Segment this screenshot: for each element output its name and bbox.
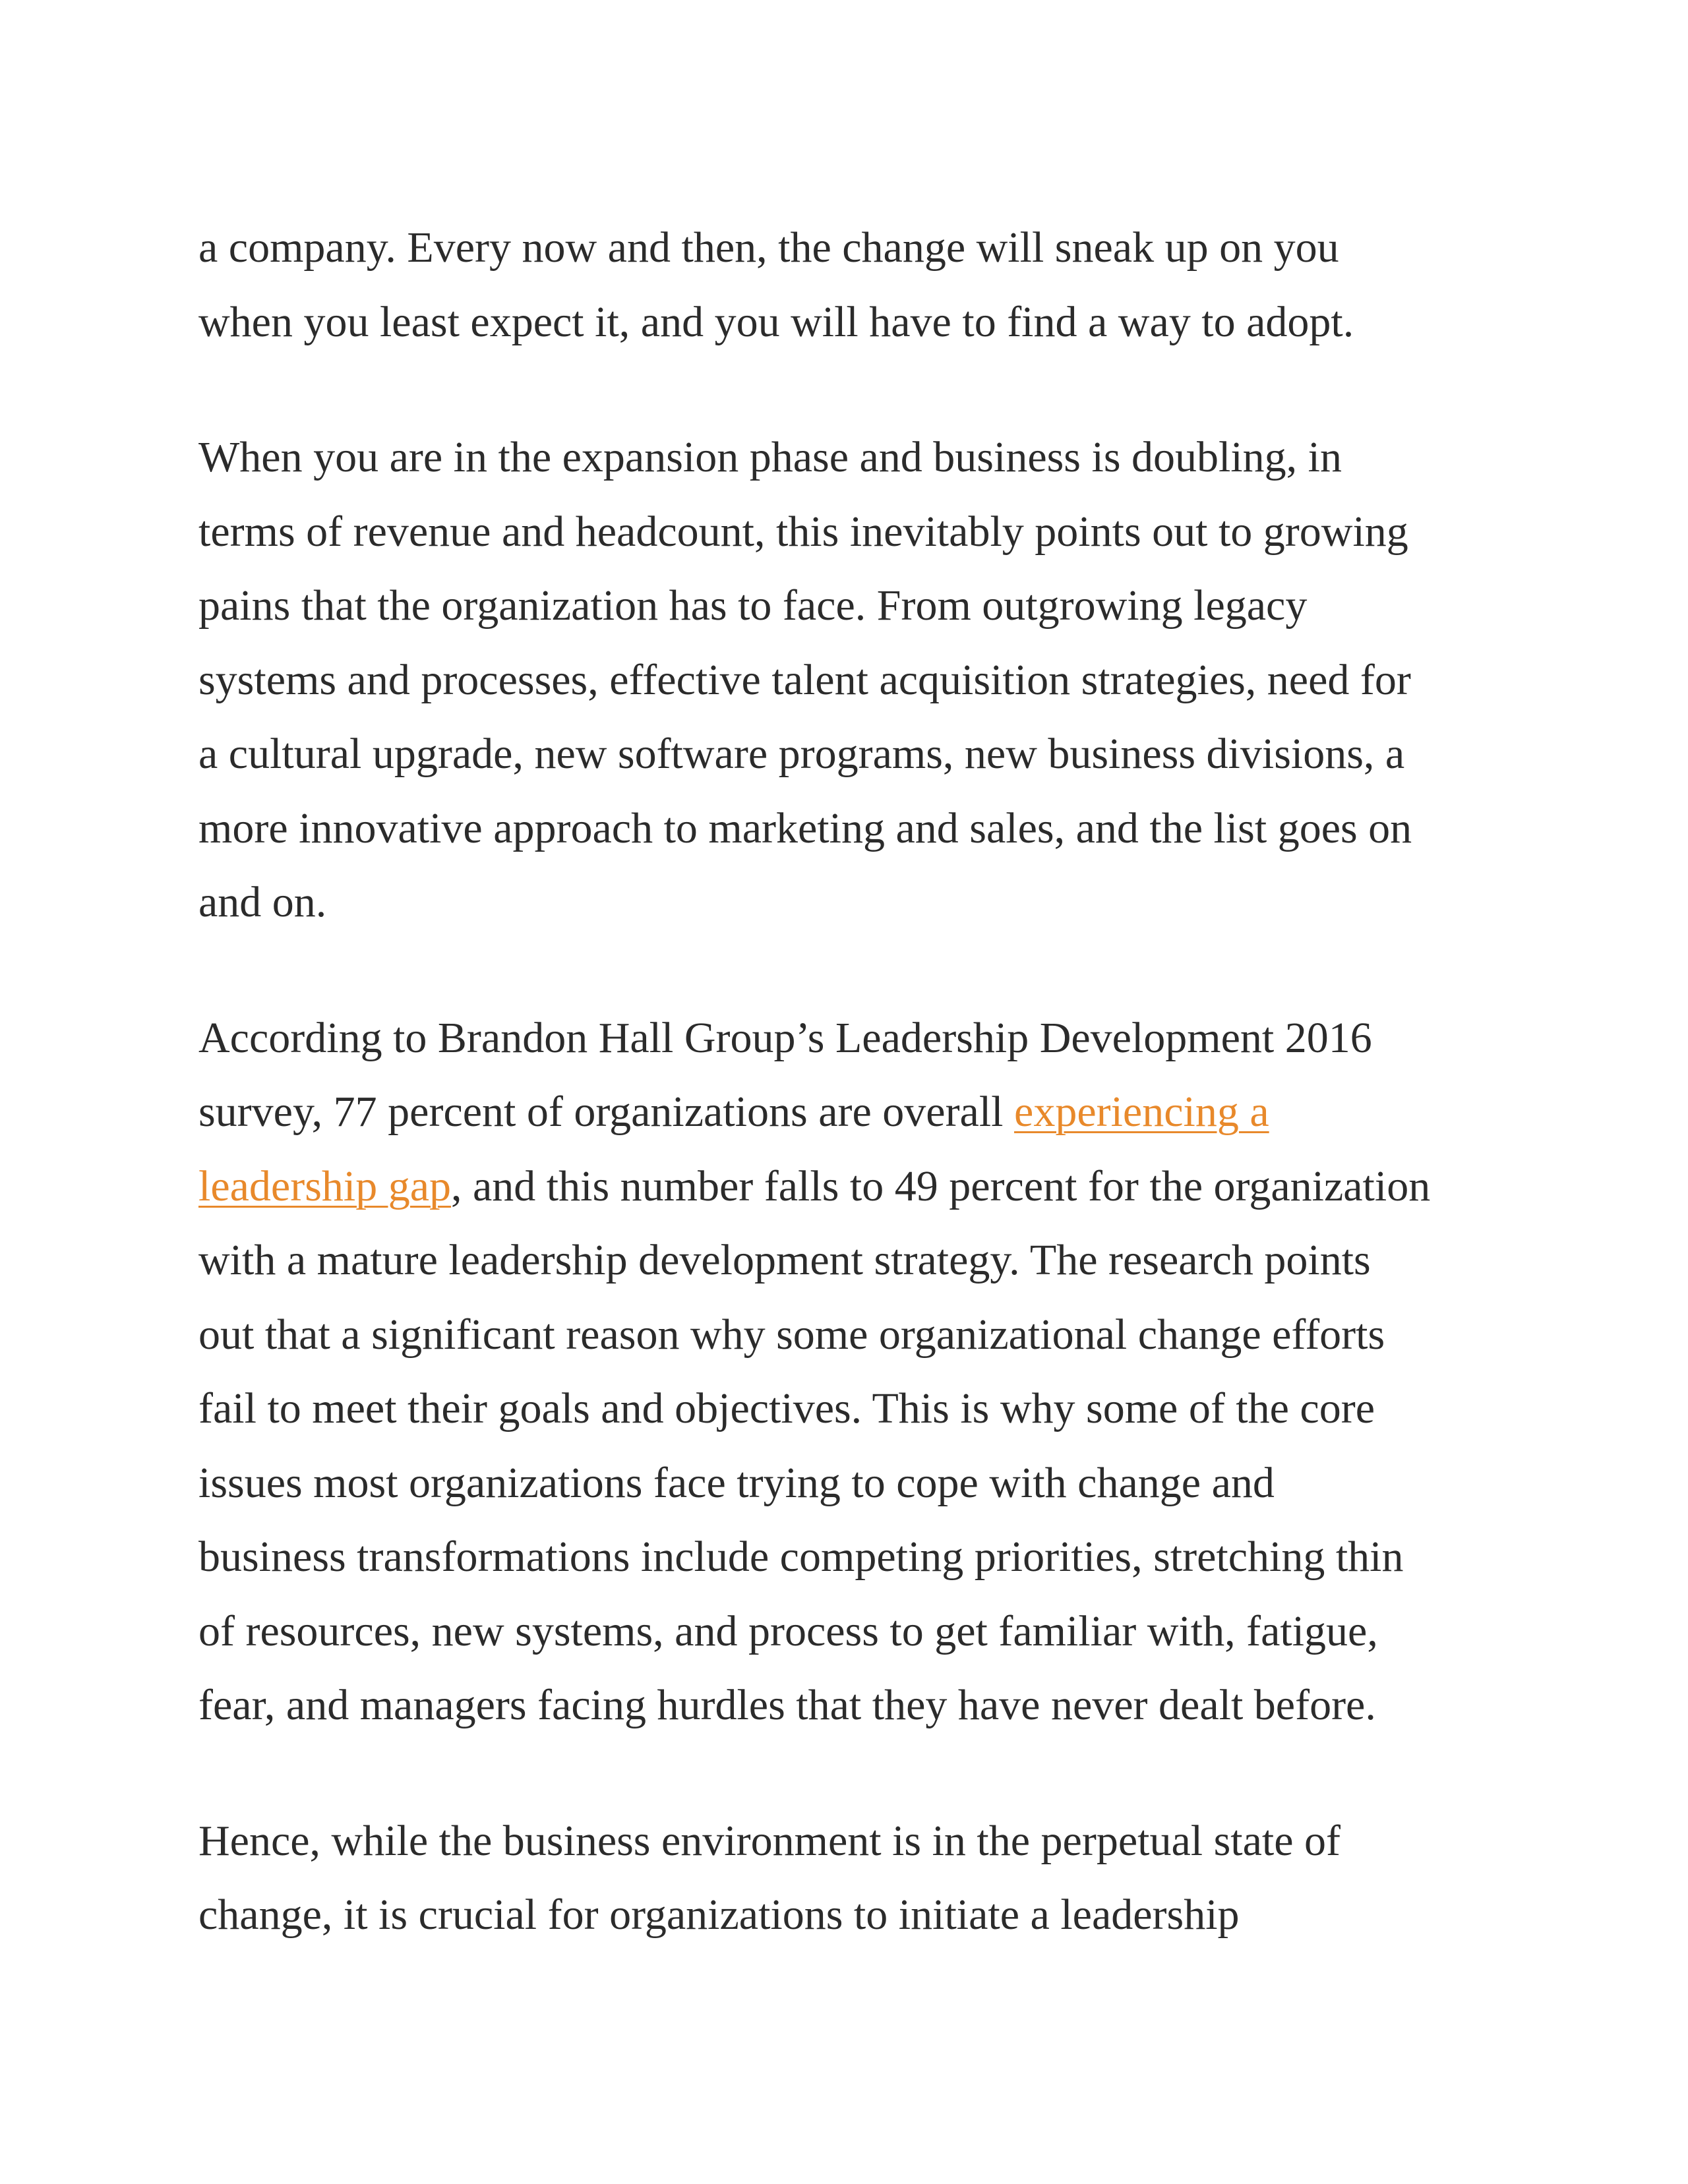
paragraph-2 <box>198 421 1524 940</box>
text-segment: , and this number falls to 49 percent for the organization <box>451 1162 1431 1210</box>
text-line: issues most organizations face trying to cope with change and <box>198 1458 1275 1507</box>
text-line: out that a significant reason why some organizational change efforts <box>198 1310 1385 1359</box>
text-line: and on. <box>198 878 327 926</box>
text-line: According to Brandon Hall Group’s Leadership Development 2016 <box>198 1013 1372 1062</box>
text-line <box>198 1150 1524 1224</box>
text-line: When you are in the expansion phase and business is doubling, in <box>198 433 1342 481</box>
text-line: systems and processes, effective talent acquisition strategies, need for <box>198 655 1411 704</box>
text-line: more innovative approach to marketing and sales, and the list goes on <box>198 804 1412 852</box>
leadership-gap-link[interactable]: experiencing a <box>1014 1088 1269 1136</box>
paragraph-4 <box>198 1804 1524 1953</box>
text-line: pains that the organization has to face. From outgrowing legacy <box>198 581 1308 630</box>
text-line <box>198 1075 1524 1150</box>
text-line: with a mature leadership development strategy. The research points <box>198 1236 1371 1284</box>
text-line: a cultural upgrade, new software programs, new business divisions, a <box>198 730 1405 778</box>
text-line: when you least expect it, and you will have to find a way to adopt. <box>198 297 1354 346</box>
text-line: Hence, while the business environment is in the perpetual state of <box>198 1816 1341 1865</box>
text-line: of resources, new systems, and process to get familiar with, fatigue, <box>198 1607 1378 1655</box>
document-body <box>198 211 1524 2014</box>
text-line: a company. Every now and then, the change will sneak up on you <box>198 223 1339 272</box>
text-line: terms of revenue and headcount, this inevitably points out to growing <box>198 507 1408 556</box>
text-segment: survey, 77 percent of organizations are overall <box>198 1088 1015 1136</box>
text-line: fear, and managers facing hurdles that they have never dealt before. <box>198 1681 1376 1729</box>
leadership-gap-link-continued[interactable]: leadership gap <box>198 1162 452 1210</box>
text-line: business transformations include competing priorities, stretching thin <box>198 1533 1404 1581</box>
text-line: fail to meet their goals and objectives. This is why some of the core <box>198 1384 1375 1432</box>
text-line: change, it is crucial for organizations to initiate a leadership <box>198 1891 1240 1939</box>
paragraph-3 <box>198 1001 1524 1743</box>
paragraph-1 <box>198 211 1524 359</box>
